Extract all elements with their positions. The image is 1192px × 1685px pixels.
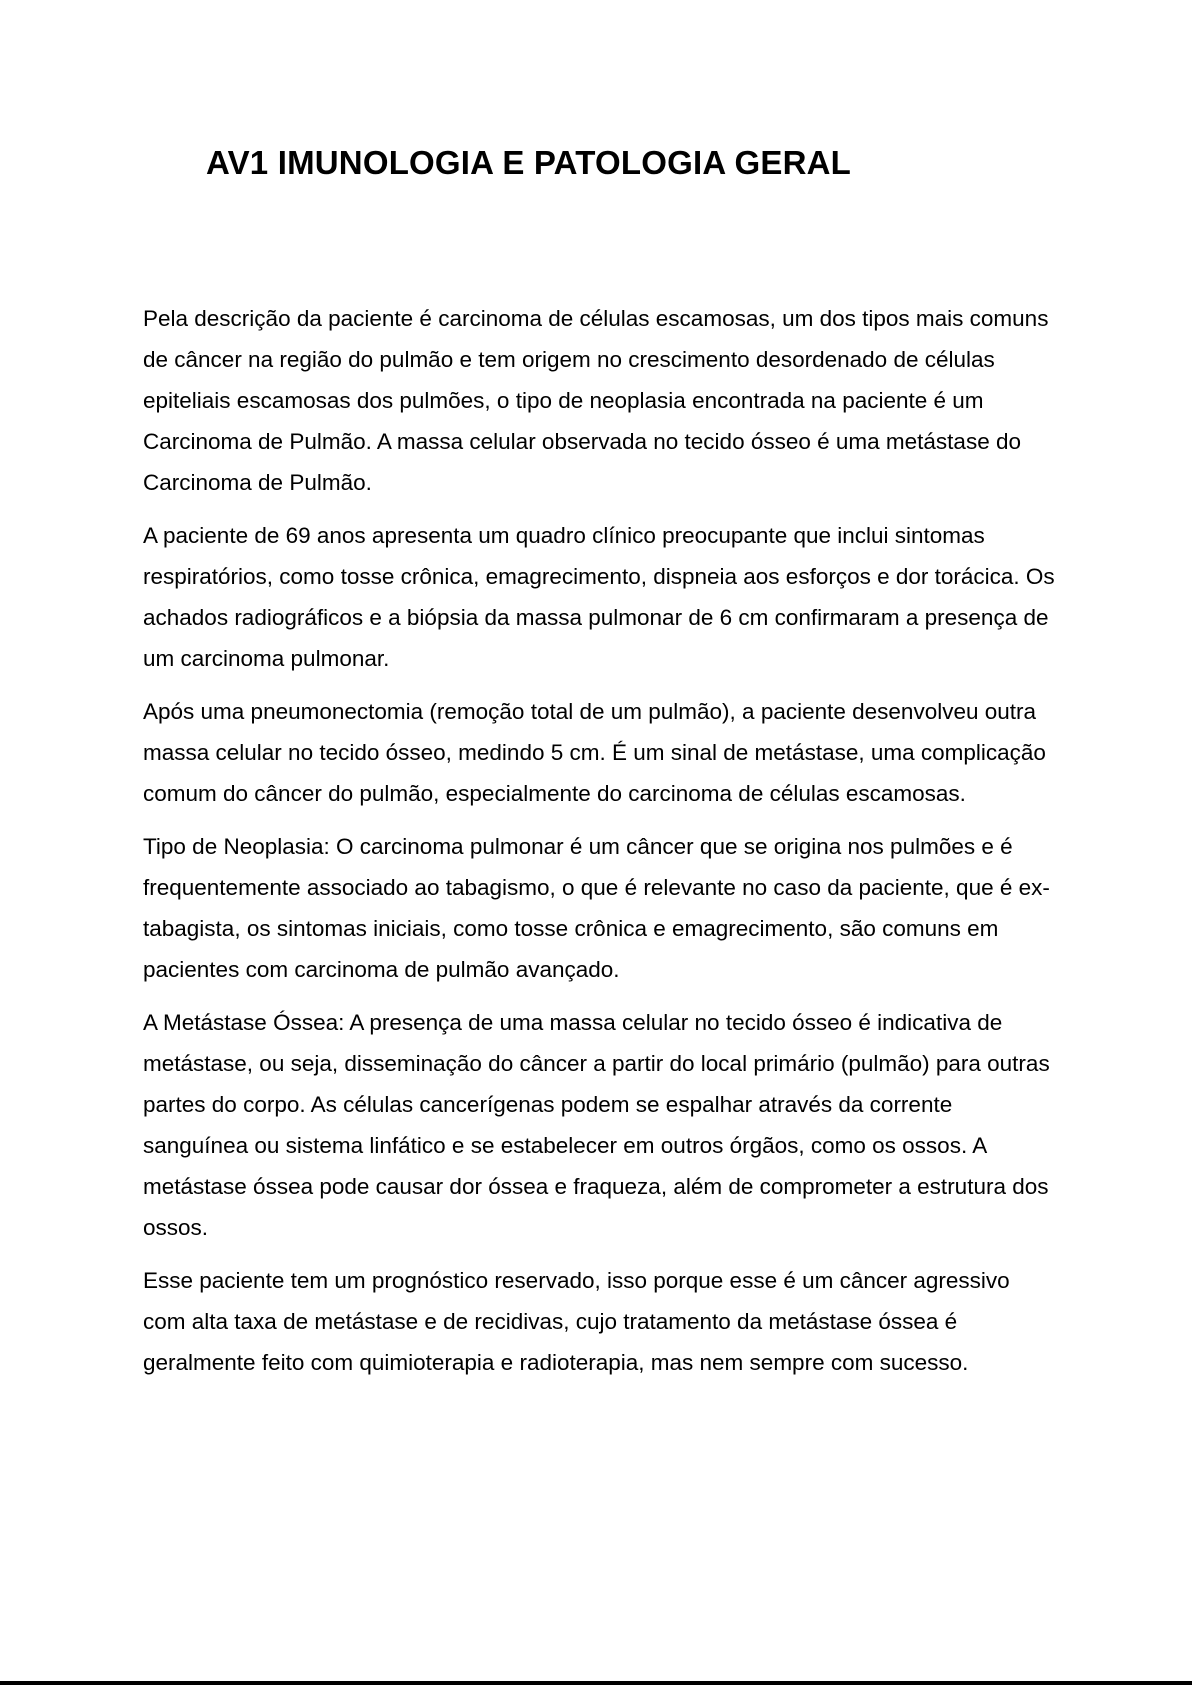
paragraph-clinical-picture: A paciente de 69 anos apresenta um quadro clínico preocupante que inclui sintomas respiratórios, como tosse crônica, emagrecimento, dispneia aos esforços e dor torácica. Os achados radiográficos e a biópsia da massa pulmonar de 6 cm confirmaram a presença de um carcinoma pulmonar.: [143, 523, 1055, 671]
paragraph-neoplasia-type: Tipo de Neoplasia: O carcinoma pulmonar é um câncer que se origina nos pulmões e é frequentemente associado ao tabagismo, o que é relevante no caso da paciente, que é ex-tabagista, os sintomas iniciais, como tosse crônica e emagrecimento, são comuns em pacientes com carcinoma de pulmão avançado.: [143, 834, 1050, 982]
document-body: [143, 298, 1058, 1395]
paragraph-prognosis: Esse paciente tem um prognóstico reservado, isso porque esse é um câncer agressivo com alta taxa de metástase e de recidivas, cujo tratamento da metástase óssea é geralmente feito com quimioterapia e radioterapia, mas nem sempre com sucesso.: [143, 1268, 1010, 1375]
paragraph-pneumonectomy: Após uma pneumonectomia (remoção total de um pulmão), a paciente desenvolveu outra massa celular no tecido ósseo, medindo 5 cm. É um sinal de metástase, uma complicação comum do câncer do pulmão, especialmente do carcinoma de células escamosas.: [143, 699, 1046, 806]
document-title: AV1 IMUNOLOGIA E PATOLOGIA GERAL: [206, 144, 852, 181]
page-bottom-border: [0, 1681, 1192, 1685]
paragraph-diagnosis: Pela descrição da paciente é carcinoma de células escamosas, um dos tipos mais comuns de câncer na região do pulmão e tem origem no crescimento desordenado de células epiteliais escamosas dos pulmões, o tipo de neoplasia encontrada na paciente é um Carcinoma de Pulmão. A massa celular observada no tecido ósseo é uma metástase do Carcinoma de Pulmão.: [143, 306, 1049, 495]
paragraph-bone-metastasis: A Metástase Óssea: A presença de uma massa celular no tecido ósseo é indicativa de metástase, ou seja, disseminação do câncer a partir do local primário (pulmão) para outras partes do corpo. As células cancerígenas podem se espalhar através da corrente sanguínea ou sistema linfático e se estabelecer em outros órgãos, como os ossos. A metástase óssea pode causar dor óssea e fraqueza, além de comprometer a estrutura dos ossos.: [143, 1010, 1050, 1240]
